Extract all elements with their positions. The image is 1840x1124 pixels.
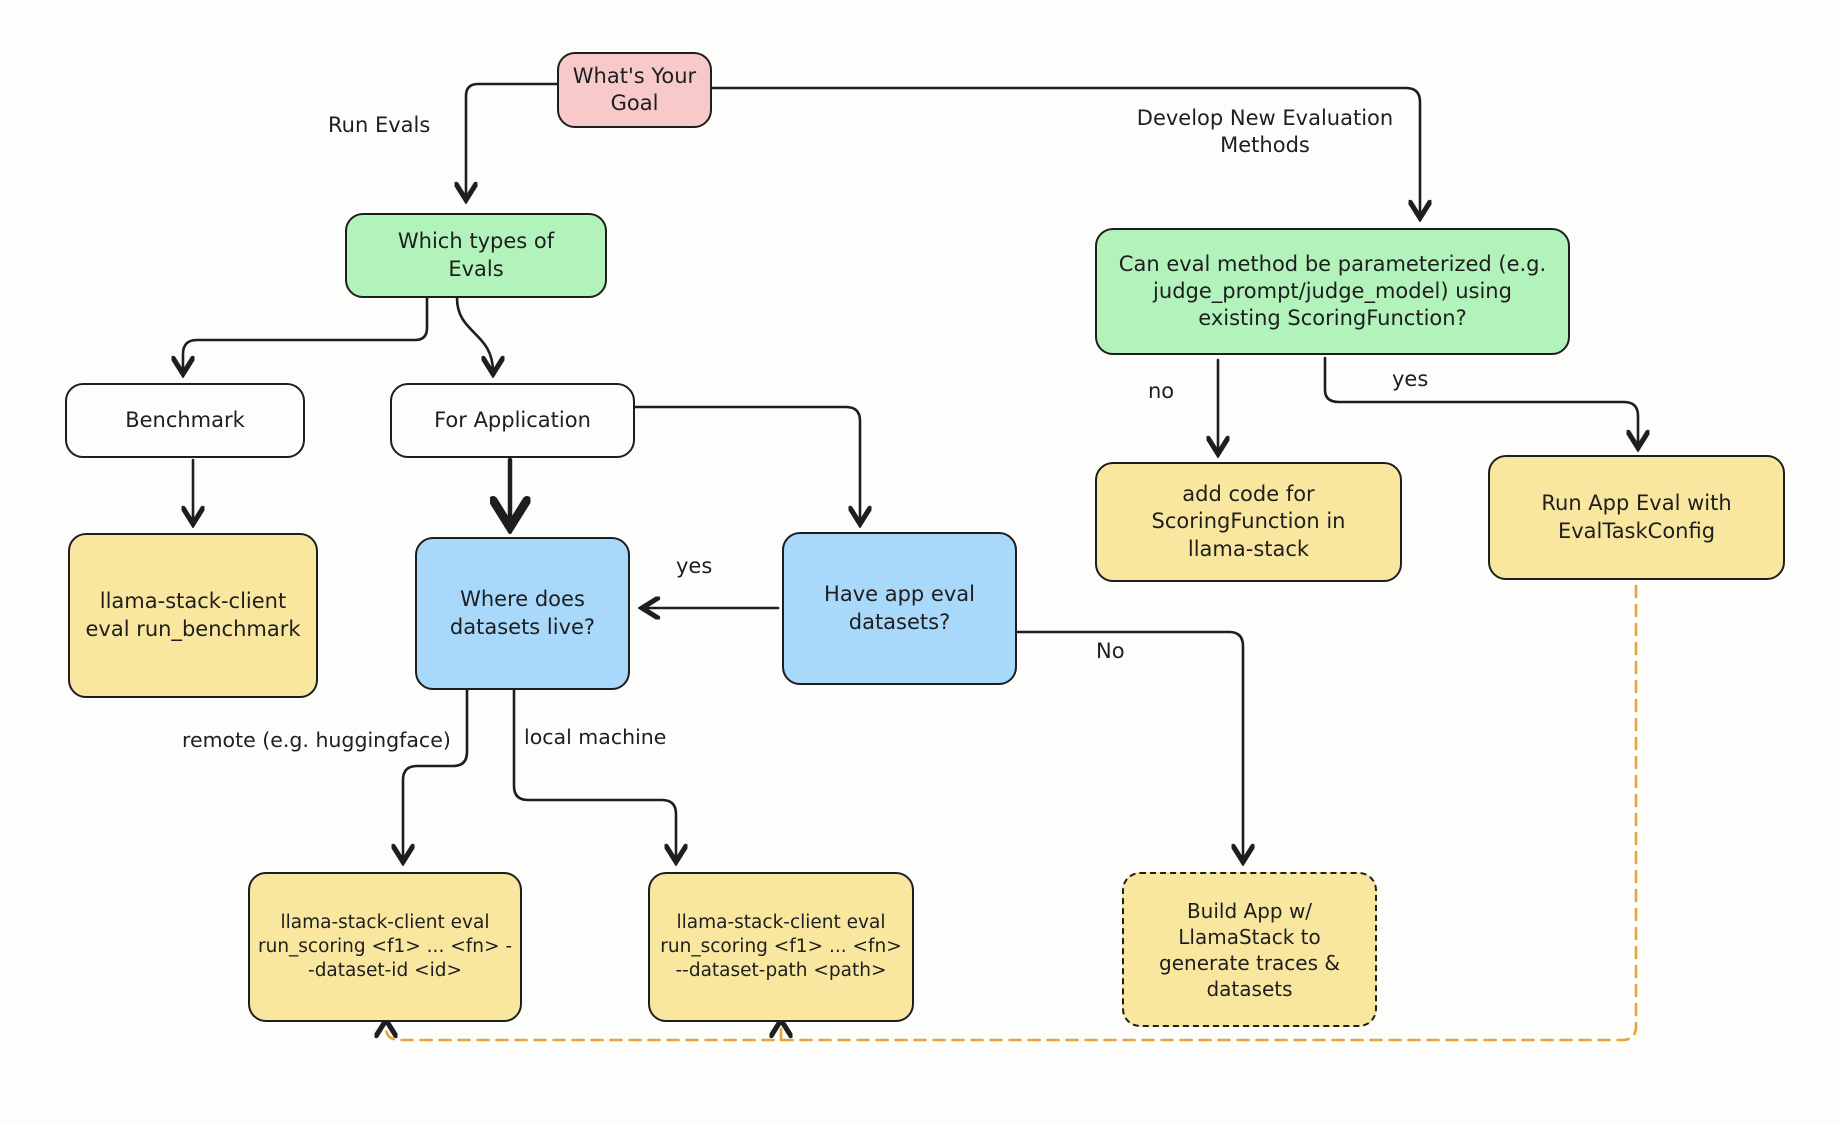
node-where-does-datasets-live: Where does datasets live? (415, 537, 630, 690)
edge-label-no-parameterized: no (1148, 379, 1175, 403)
node-param-question: Can eval method be parameterized (e.g. judge_prompt/judge_model) using existing ScoringFunction? (1095, 228, 1570, 355)
edge-label-local-machine: local machine (524, 725, 667, 749)
node-for-application: For Application (390, 383, 635, 458)
node-which-types-of-evals: Which types of Evals (345, 213, 607, 298)
arrow-param-yes-to-run-app-eval (1325, 358, 1638, 446)
node-run-scoring-dataset-id-command: llama-stack-client eval run_scoring <f1> ... <fn> --dataset-id <id> (248, 872, 522, 1022)
arrow-which-types-to-benchmark (183, 298, 427, 372)
node-benchmark: Benchmark (65, 383, 305, 458)
edge-label-yes-parameterized: yes (1392, 367, 1429, 391)
edge-label-run-evals: Run Evals (328, 113, 431, 137)
arrow-which-types-to-for-application (457, 298, 493, 372)
edge-label-no-have-datasets: No (1096, 639, 1125, 663)
edge-label-develop-new-evaluation-methods: Develop New Evaluation Methods (1136, 106, 1394, 158)
arrow-for-application-to-have-datasets (635, 407, 860, 522)
arrow-remote-to-run-scoring-id (403, 690, 467, 860)
node-run-scoring-dataset-path-command: llama-stack-client eval run_scoring <f1> ... <fn> --dataset-path <path> (648, 872, 914, 1022)
edge-label-yes-have-datasets: yes (676, 554, 713, 578)
node-run-benchmark-command: llama-stack-client eval run_benchmark (68, 533, 318, 698)
node-whats-your-goal: What's Your Goal (557, 52, 712, 128)
node-add-code-scoringfunction: add code for ScoringFunction in llama-stack (1095, 462, 1402, 582)
node-build-app-llamastack: Build App w/ LlamaStack to generate traces & datasets (1122, 872, 1377, 1027)
edge-label-remote-huggingface: remote (e.g. huggingface) (182, 728, 451, 752)
node-run-app-eval-evaltaskconfig: Run App Eval with EvalTaskConfig (1488, 455, 1785, 580)
arrow-local-to-run-scoring-path (514, 690, 676, 860)
arrow-have-datasets-no-to-build-app (1017, 632, 1243, 860)
node-have-app-eval-datasets: Have app eval datasets? (782, 532, 1017, 685)
arrow-goal-to-which-types (466, 84, 557, 198)
